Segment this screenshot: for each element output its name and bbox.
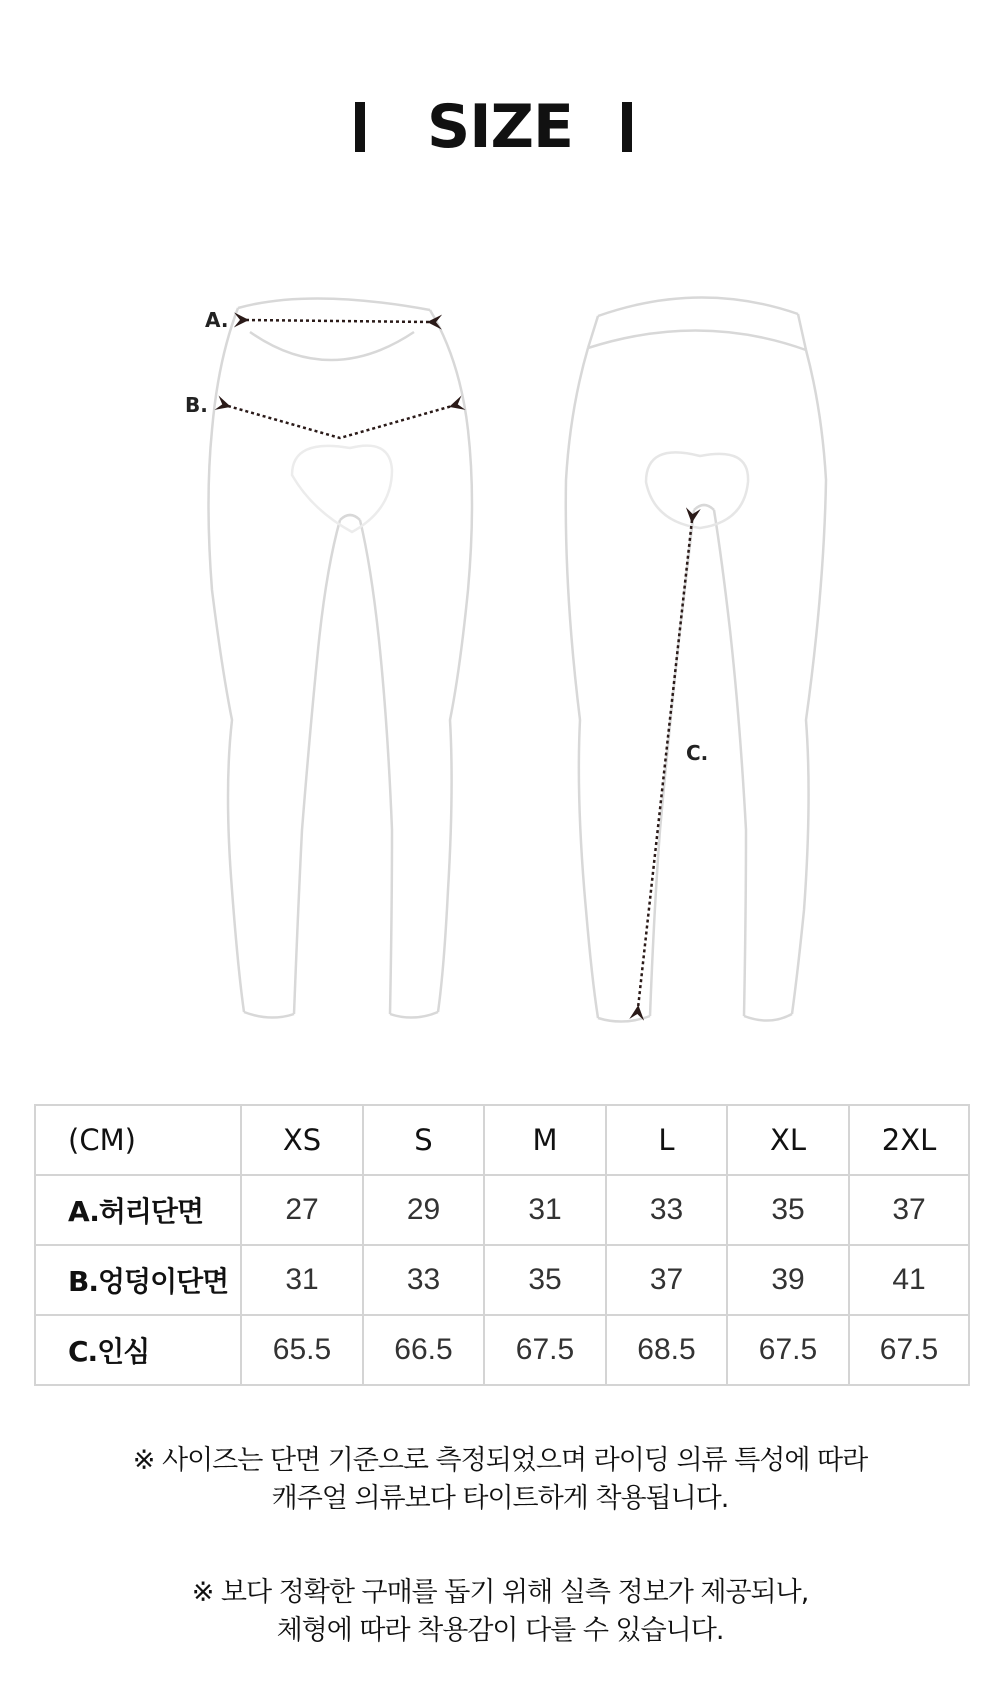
table-cell: 31 bbox=[484, 1175, 606, 1245]
measure-b-line bbox=[228, 406, 452, 438]
size-header: 2XL bbox=[849, 1105, 969, 1175]
table-cell: 68.5 bbox=[606, 1315, 727, 1385]
table-cell: 29 bbox=[363, 1175, 484, 1245]
table-cell: 65.5 bbox=[241, 1315, 363, 1385]
back-waistband-bottom bbox=[588, 330, 806, 350]
table-row bbox=[35, 1315, 969, 1385]
back-waistband-top bbox=[598, 297, 798, 316]
size-diagram bbox=[0, 270, 1000, 1030]
unit-label: (CM) bbox=[35, 1105, 241, 1175]
front-right-inner bbox=[360, 520, 392, 1014]
note-1-line-1: ※ 사이즈는 단면 기준으로 측정되었으며 라이딩 의류 특성에 따라 bbox=[132, 1445, 868, 1476]
measure-c-label: C. bbox=[686, 741, 709, 765]
row-label: B.엉덩이단면 bbox=[35, 1245, 241, 1315]
table-cell: 66.5 bbox=[363, 1315, 484, 1385]
size-header: L bbox=[606, 1105, 727, 1175]
note-1-line-2: 캐주얼 의류보다 타이트하게 착용됩니다. bbox=[271, 1483, 729, 1514]
back-right-hem bbox=[744, 1014, 792, 1021]
title-bar-right bbox=[622, 102, 632, 152]
front-waistband-top bbox=[238, 298, 430, 310]
table-cell: 33 bbox=[363, 1245, 484, 1315]
back-left-outer bbox=[566, 348, 598, 1018]
back-left-hem bbox=[598, 1016, 650, 1022]
front-left-hem bbox=[244, 1012, 294, 1018]
back-chamois-pad bbox=[646, 452, 748, 528]
front-view-pants bbox=[209, 298, 473, 1017]
front-right-hem bbox=[390, 1012, 438, 1018]
table-cell: 41 bbox=[849, 1245, 969, 1315]
table-cell: 37 bbox=[606, 1245, 727, 1315]
measure-b-label: B. bbox=[185, 393, 208, 417]
back-waistband-right-side bbox=[798, 314, 806, 350]
table-row bbox=[35, 1245, 969, 1315]
front-crotch bbox=[340, 515, 360, 520]
table-cell: 35 bbox=[484, 1245, 606, 1315]
size-header: S bbox=[363, 1105, 484, 1175]
note-2-line-2: 체형에 따라 착용감이 다를 수 있습니다. bbox=[276, 1615, 724, 1646]
front-right-outer bbox=[430, 310, 472, 1012]
back-waistband-left-side bbox=[588, 316, 598, 348]
size-header: M bbox=[484, 1105, 606, 1175]
measure-a-waist bbox=[205, 308, 430, 332]
note-spacer bbox=[0, 1518, 1000, 1574]
title-bar-left bbox=[355, 102, 365, 152]
measure-b-hip bbox=[185, 393, 452, 438]
table-cell: 67.5 bbox=[849, 1315, 969, 1385]
front-waistband-dip bbox=[250, 332, 414, 360]
table-cell: 27 bbox=[241, 1175, 363, 1245]
note-2-line-1: ※ 보다 정확한 구매를 돕기 위해 실측 정보가 제공되나, bbox=[191, 1577, 809, 1608]
table-cell: 33 bbox=[606, 1175, 727, 1245]
size-notes bbox=[0, 1442, 1000, 1650]
table-row bbox=[35, 1175, 969, 1245]
back-crotch bbox=[694, 505, 714, 510]
title-block bbox=[0, 88, 1000, 168]
size-header: XL bbox=[727, 1105, 849, 1175]
table-cell: 39 bbox=[727, 1245, 849, 1315]
front-left-outer bbox=[209, 308, 245, 1012]
back-view-pants bbox=[566, 297, 826, 1021]
size-header: XS bbox=[241, 1105, 363, 1175]
measure-a-line bbox=[246, 320, 430, 322]
back-right-outer bbox=[792, 350, 826, 1014]
table-cell: 35 bbox=[727, 1175, 849, 1245]
back-right-inner bbox=[714, 510, 746, 1016]
page-title: SIZE bbox=[426, 92, 574, 162]
table-cell: 67.5 bbox=[727, 1315, 849, 1385]
measure-c-inseam bbox=[638, 520, 708, 1008]
row-label: A.허리단면 bbox=[35, 1175, 241, 1245]
measure-a-label: A. bbox=[205, 308, 229, 332]
table-cell: 37 bbox=[849, 1175, 969, 1245]
table-cell: 31 bbox=[241, 1245, 363, 1315]
table-header-row bbox=[35, 1105, 969, 1175]
front-left-inner bbox=[294, 520, 340, 1014]
size-table bbox=[34, 1104, 970, 1386]
pants-illustration bbox=[0, 270, 1000, 1030]
row-label: C.인심 bbox=[35, 1315, 241, 1385]
table-cell: 67.5 bbox=[484, 1315, 606, 1385]
